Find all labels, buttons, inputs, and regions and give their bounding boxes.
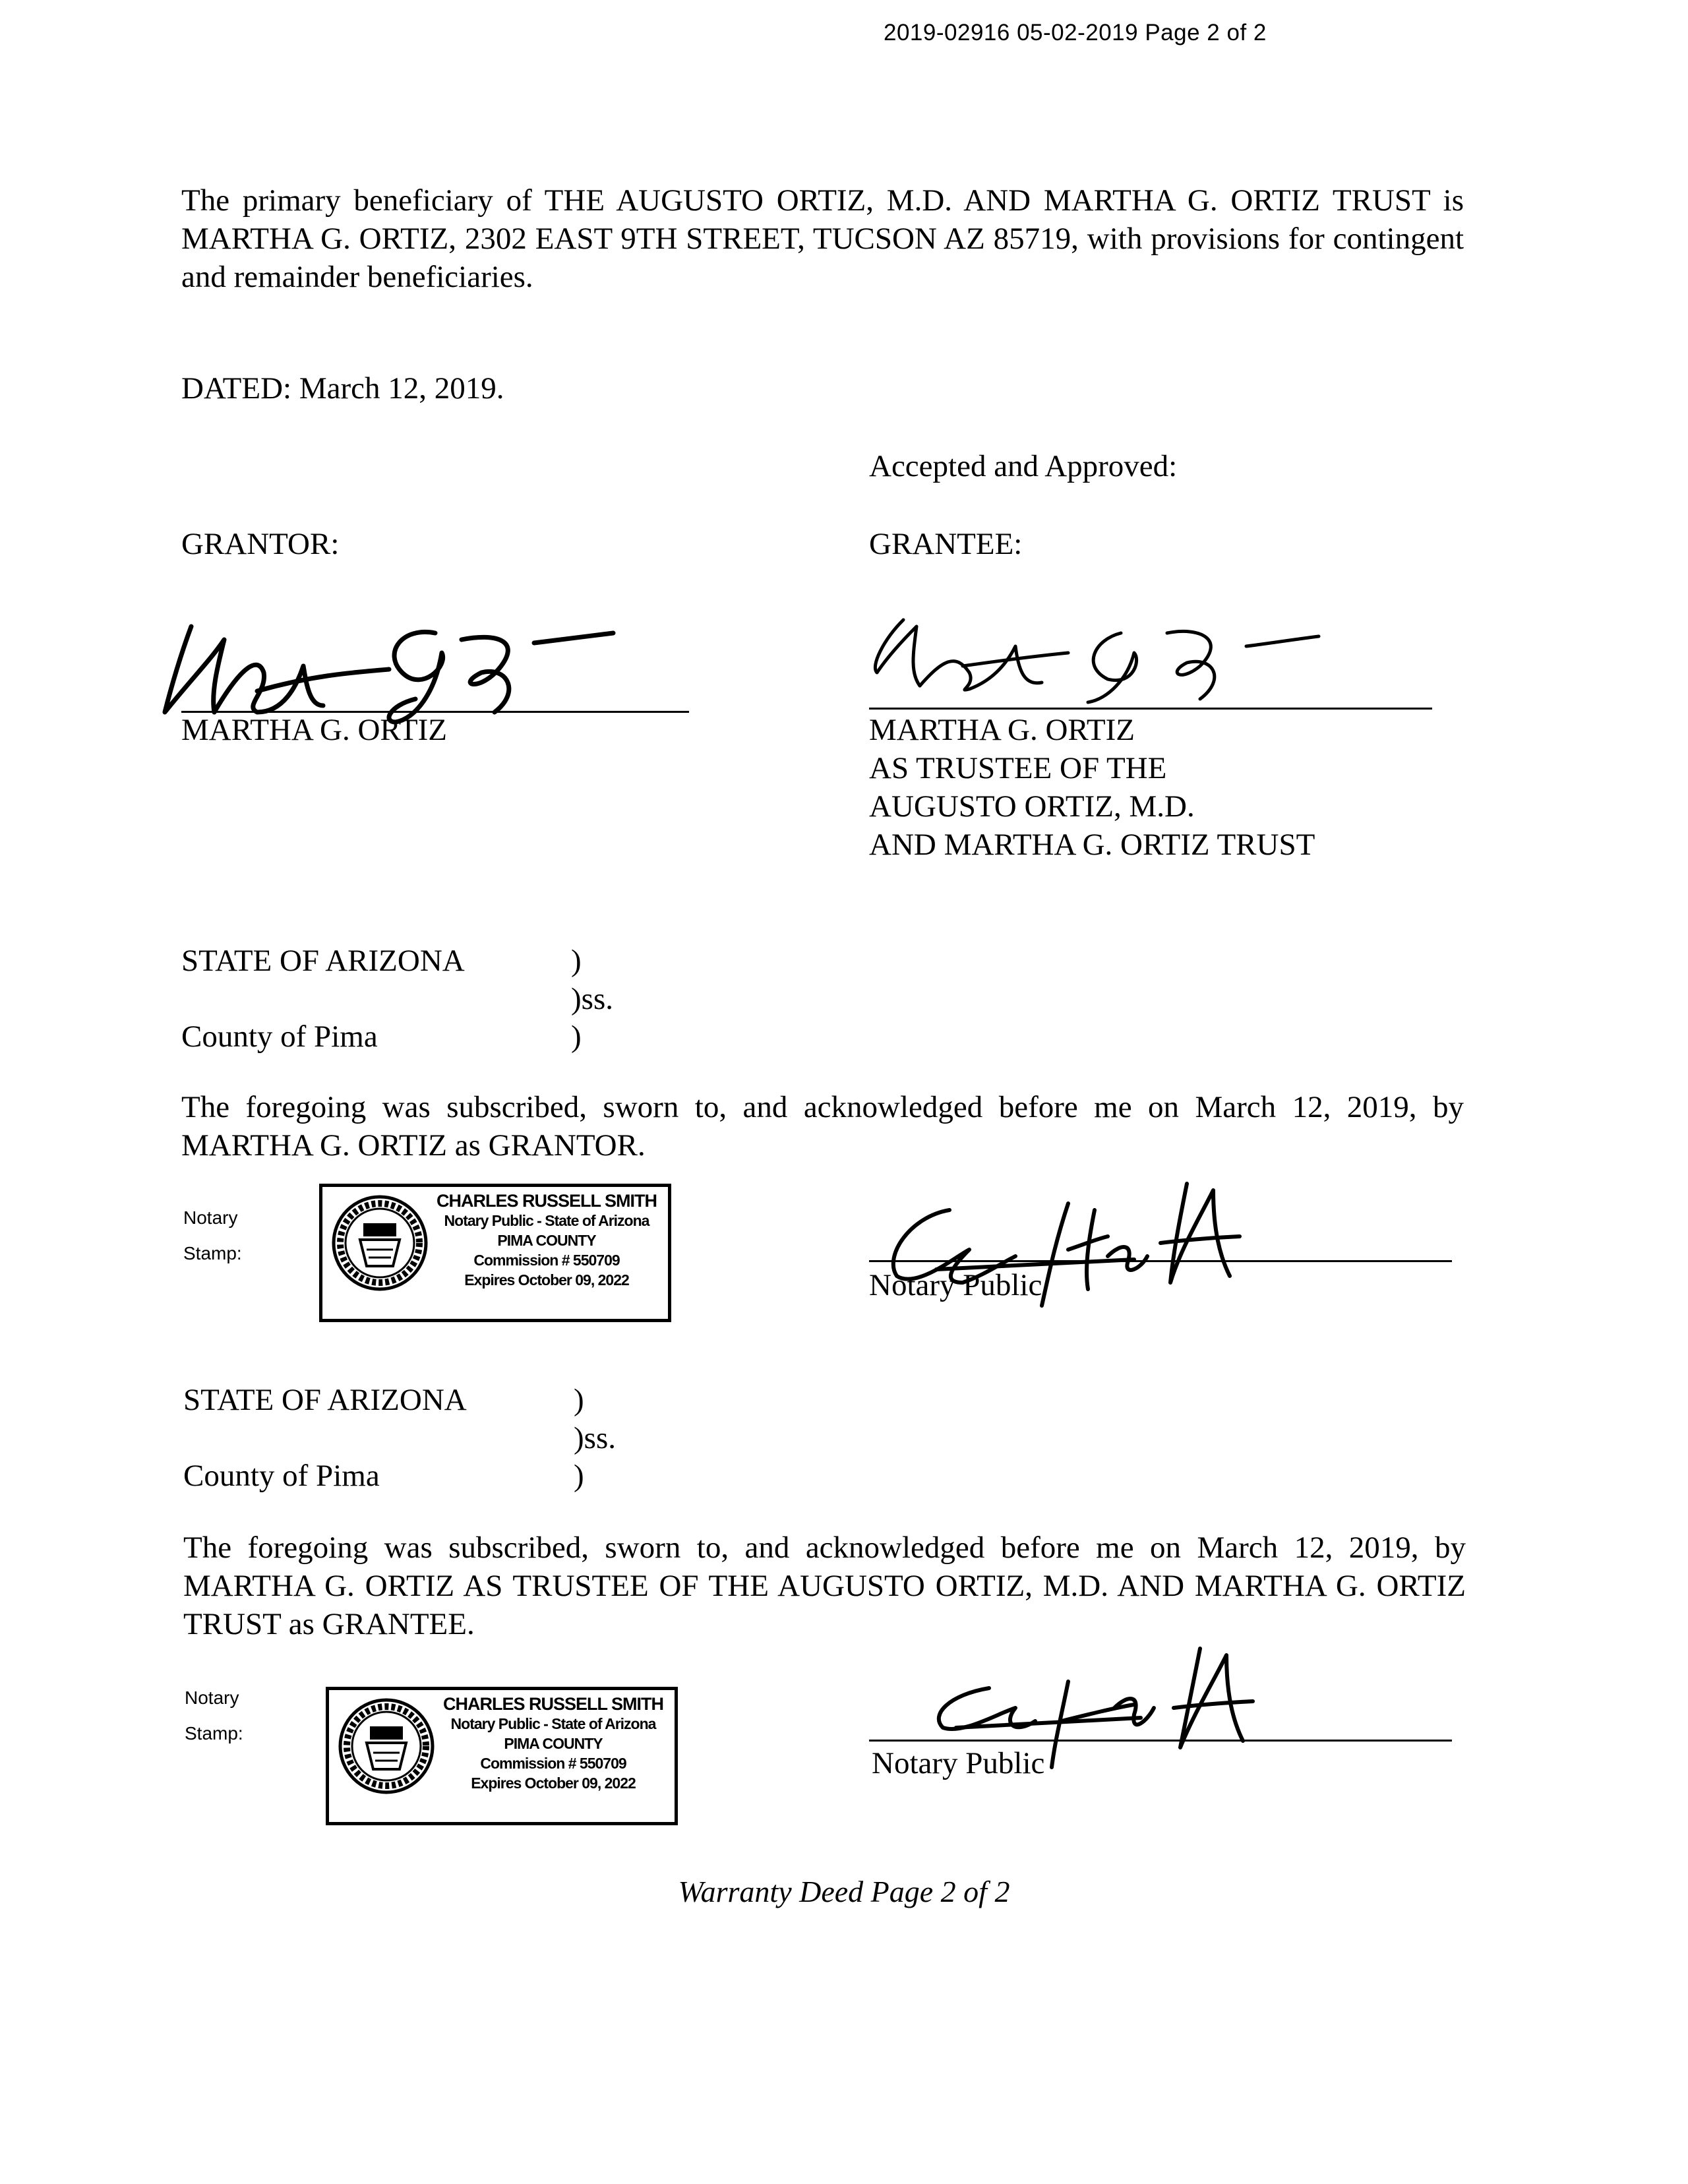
venue1-paren1: ) <box>571 944 582 978</box>
page-footer: Warranty Deed Page 2 of 2 <box>678 1875 1010 1908</box>
grantor-signature <box>152 613 640 725</box>
accepted-approved: Accepted and Approved: <box>869 449 1178 483</box>
grantee-name-line1: MARTHA G. ORTIZ <box>869 713 1135 747</box>
venue1-county: County of Pima <box>181 1019 378 1054</box>
stamp2-name: CHARLES RUSSELL SMITH <box>442 1694 664 1714</box>
grantor-name: MARTHA G. ORTIZ <box>181 713 447 747</box>
acknowledgment1: The foregoing was subscribed, sworn to, and acknowledged before me on March 12, 2019, by MARTHA G. ORTIZ as GRANTOR. <box>181 1090 1464 1163</box>
venue1-paren2: ) <box>571 1019 582 1054</box>
stamp1-commission: Commission # 550709 <box>473 1252 620 1269</box>
stamp1-name: CHARLES RUSSELL SMITH <box>436 1191 657 1211</box>
venue2-paren1: ) <box>574 1383 584 1417</box>
dated-line: DATED: March 12, 2019. <box>181 371 504 406</box>
acknowledgment2: The foregoing was subscribed, sworn to, and acknowledged before me on March 12, 2019, by MARTHA G. ORTIZ AS TRUSTEE OF THE AUGUSTO ORTIZ, M.D. AND MARTHA G. ORTIZ TRUST as GRANTEE. <box>183 1531 1466 1641</box>
stamp2-expires: Expires October 09, 2022 <box>471 1774 636 1792</box>
stamp2-commission: Commission # 550709 <box>480 1755 626 1772</box>
stamp2-title: Notary Public - State of Arizona <box>450 1715 656 1732</box>
grantee-name-line4: AND MARTHA G. ORTIZ TRUST <box>869 828 1315 862</box>
state-seal-icon <box>337 1697 436 1796</box>
notary2-label-line1: Notary <box>185 1687 239 1708</box>
grantee-signature <box>857 607 1358 712</box>
notary1-signature-label: Notary Public <box>869 1268 1042 1302</box>
beneficiary-paragraph: The primary beneficiary of THE AUGUSTO ORTIZ, M.D. AND MARTHA G. ORTIZ TRUST is MARTHA G. ORTIZ, 2302 EAST 9TH STREET, TUCSON AZ 85719, with provisions for contingent and remainder beneficiaries. <box>181 183 1464 294</box>
notary1-signature-line <box>869 1260 1452 1262</box>
stamp1-title: Notary Public - State of Arizona <box>444 1212 649 1229</box>
venue1-ss: )ss. <box>571 982 613 1016</box>
venue2-county: County of Pima <box>183 1459 380 1493</box>
grantor-heading: GRANTOR: <box>181 527 340 561</box>
grantee-heading: GRANTEE: <box>869 527 1023 561</box>
grantee-name-line3: AUGUSTO ORTIZ, M.D. <box>869 789 1195 824</box>
grantee-name-line2: AS TRUSTEE OF THE <box>869 751 1167 785</box>
venue2-state: STATE OF ARIZONA <box>183 1383 467 1417</box>
stamp2-county: PIMA COUNTY <box>504 1735 603 1752</box>
stamp1-expires: Expires October 09, 2022 <box>464 1271 629 1289</box>
venue2-paren2: ) <box>574 1459 584 1493</box>
stamp1-county: PIMA COUNTY <box>497 1232 596 1249</box>
notary1-label-line2: Stamp: <box>183 1243 242 1263</box>
notary1-stamp <box>319 1184 671 1322</box>
notary1-label-line1: Notary <box>183 1207 238 1228</box>
notary2-stamp <box>326 1687 678 1825</box>
notary2-signature-line <box>869 1740 1452 1742</box>
notary2-label-line2: Stamp: <box>185 1723 243 1744</box>
recording-header: 2019-02916 05-02-2019 Page 2 of 2 <box>884 20 1267 46</box>
venue1-state: STATE OF ARIZONA <box>181 944 465 978</box>
grantee-signature-line <box>869 708 1432 710</box>
venue2-ss: )ss. <box>574 1421 616 1455</box>
state-seal-icon <box>330 1194 429 1292</box>
notary2-signature-label: Notary Public <box>872 1746 1045 1780</box>
